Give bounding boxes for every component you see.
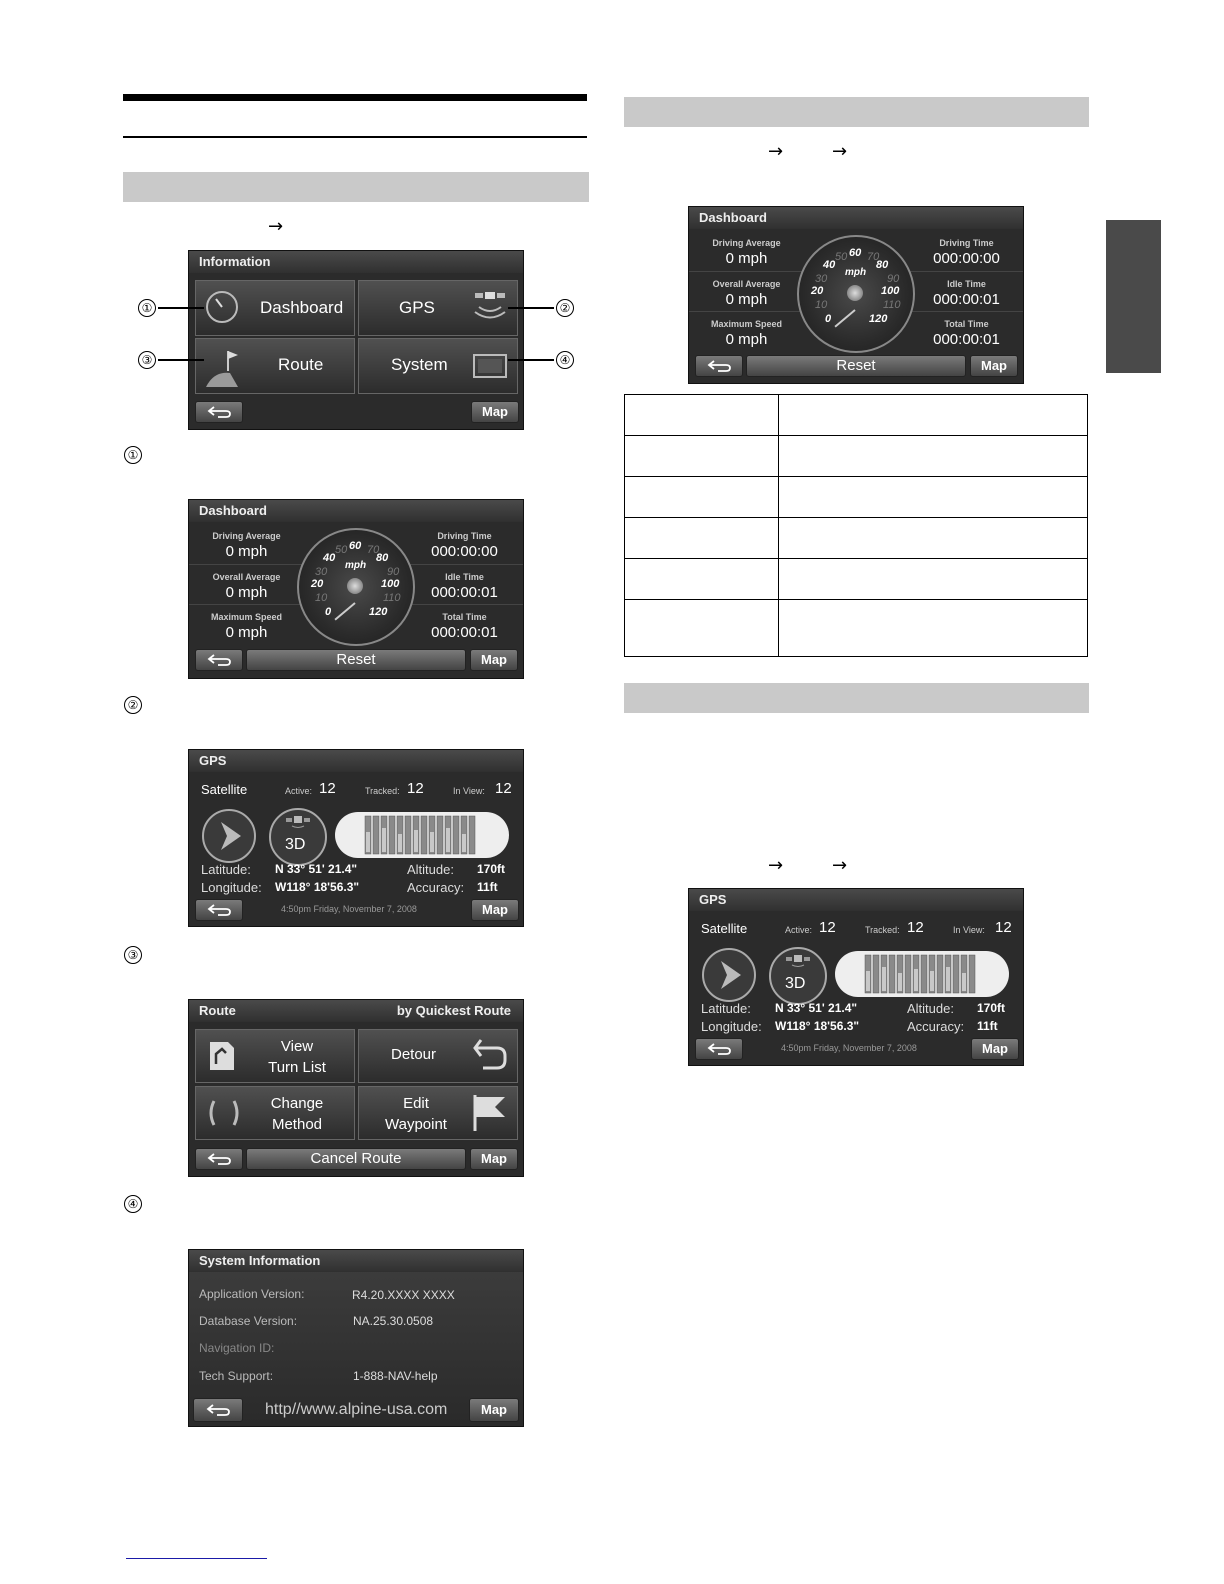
detour-button[interactable] [358, 1029, 518, 1083]
driving-average-label: Driving Average [712, 238, 781, 248]
map-button[interactable]: Map [469, 1398, 519, 1422]
gps-screen-right [688, 888, 1024, 1066]
change-method-button[interactable] [195, 1086, 355, 1140]
dashboard-label: Dashboard [260, 298, 344, 317]
database-version-label: Database Version: [199, 1314, 298, 1328]
gauge-40: 40 [823, 259, 836, 271]
gauge-30: 30 [815, 273, 828, 285]
table-row [625, 395, 1088, 436]
maximum-speed-value: 0 mph [225, 624, 268, 641]
signal-strength-bars [835, 951, 1009, 997]
gps-tile[interactable] [358, 280, 518, 336]
gauge-unit: mph [345, 560, 367, 571]
gauge-110: 110 [883, 299, 901, 311]
satellite-icon [286, 816, 310, 828]
back-button[interactable] [193, 1398, 243, 1422]
inview-value: 12 [995, 919, 1012, 936]
gauge-30: 30 [315, 566, 328, 578]
gauge-20: 20 [311, 578, 324, 590]
callout-4-leader [508, 359, 554, 361]
signal-bars-graphic [835, 951, 1009, 997]
gauge-90: 90 [887, 273, 900, 285]
gps-screen [188, 749, 524, 927]
refresh-icon [206, 1097, 242, 1129]
idle-time-value: 000:00:01 [431, 584, 498, 601]
active-value: 12 [819, 919, 836, 936]
gauge-110: 110 [383, 592, 401, 604]
longitude-value: W118° 18'56.3" [775, 1019, 860, 1033]
back-button[interactable] [195, 899, 243, 921]
speedometer-gauge [297, 528, 415, 646]
idle-time-value: 000:00:01 [933, 291, 1000, 308]
accuracy-value: 11ft [477, 880, 498, 894]
screen-title: Dashboard [189, 500, 523, 522]
speedometer-gauge [797, 235, 915, 353]
back-button[interactable] [195, 401, 243, 423]
route-flag-icon [204, 347, 244, 387]
gps-label: GPS [399, 298, 435, 317]
system-tile[interactable] [358, 338, 518, 394]
map-button[interactable]: Map [471, 401, 519, 423]
menu-path-arrow: → [268, 216, 284, 237]
signal-bars-graphic [335, 812, 509, 858]
back-arrow-icon [706, 1042, 732, 1056]
screen-title: GPS [189, 750, 523, 772]
gauge-hub [847, 285, 863, 301]
table-row [625, 600, 1088, 657]
menu-path-arrow-1: → [768, 141, 784, 162]
navigation-id-label: Navigation ID: [199, 1341, 275, 1355]
website-url: http//www.alpine-usa.com [265, 1401, 448, 1418]
gauge-60: 60 [849, 247, 862, 259]
active-label: Active: [285, 786, 313, 796]
timestamp: 4:50pm Friday, November 7, 2008 [781, 1043, 917, 1053]
map-button[interactable]: Map [470, 1148, 518, 1170]
dashboard-tile[interactable] [195, 280, 355, 336]
back-arrow-icon [206, 1152, 232, 1166]
view-turn-list-label: View Turn List [268, 1038, 326, 1076]
flag-icon [471, 1093, 509, 1133]
change-method-label: Change Method [270, 1095, 324, 1133]
footer-link-underline [126, 1558, 267, 1559]
overall-average-value: 0 mph [225, 584, 268, 601]
total-time-label: Total Time [442, 612, 487, 622]
tech-support-label: Tech Support: [199, 1369, 274, 1383]
altitude-value: 170ft [977, 1001, 1006, 1015]
view-turn-list-button[interactable] [195, 1029, 355, 1083]
compass-icon [701, 947, 757, 1003]
callout-2: ② [556, 299, 574, 317]
driving-time-value: 000:00:00 [933, 250, 1000, 267]
table-row [625, 436, 1088, 477]
marker-1: ① [124, 446, 142, 464]
screen-title: Dashboard [689, 207, 1023, 229]
maximum-speed-value: 0 mph [725, 331, 768, 348]
menu-path-arrow-3: → [768, 855, 784, 876]
signal-strength-bars [335, 812, 509, 858]
maximum-speed-label: Maximum Speed [710, 319, 783, 329]
section-bar-gps [624, 683, 1089, 713]
monitor-icon [473, 354, 507, 378]
heading-rule-thin [123, 136, 587, 138]
dashboard-screen-right [688, 206, 1024, 384]
latitude-value: N 33° 51' 21.4" [775, 1001, 858, 1015]
active-label: Active: [785, 925, 813, 935]
gauge-0: 0 [825, 313, 832, 325]
callout-4: ④ [556, 351, 574, 369]
gauge-70: 70 [367, 544, 380, 556]
edit-waypoint-button[interactable] [358, 1086, 518, 1140]
tracked-label: Tracked: [365, 786, 400, 796]
overall-average-label: Overall Average [712, 279, 781, 289]
altitude-label: Altitude: [407, 862, 454, 877]
marker-2: ② [124, 696, 142, 714]
callout-1-leader [158, 307, 204, 309]
turn-list-icon [208, 1040, 236, 1072]
marker-4: ④ [124, 1195, 142, 1213]
longitude-label: Longitude: [201, 880, 262, 895]
total-time-value: 000:00:01 [431, 624, 498, 641]
gauge-120: 120 [369, 606, 388, 618]
screen-title: GPS [689, 889, 1023, 911]
accuracy-value: 11ft [977, 1019, 998, 1033]
system-label: System [391, 355, 448, 374]
maximum-speed-label: Maximum Speed [210, 612, 283, 622]
callout-3: ③ [138, 351, 156, 369]
gauge-80: 80 [876, 259, 889, 271]
map-button[interactable]: Map [470, 649, 518, 671]
speedometer-icon [205, 290, 239, 324]
back-button[interactable] [195, 649, 243, 671]
satellite-icon [471, 291, 509, 325]
gauge-needle [834, 309, 855, 327]
idle-time-label: Idle Time [445, 572, 484, 582]
route-tile[interactable] [195, 338, 355, 394]
active-value: 12 [319, 780, 336, 797]
map-button[interactable]: Map [970, 355, 1018, 377]
overall-average-value: 0 mph [725, 291, 768, 308]
gauge-0: 0 [325, 606, 332, 618]
tracked-label: Tracked: [865, 925, 900, 935]
gauge-80: 80 [376, 552, 389, 564]
back-arrow-icon [706, 359, 732, 373]
map-button[interactable]: Map [971, 1038, 1019, 1060]
tech-support-value: 1-888-NAV-help [353, 1369, 438, 1383]
satellite-icon [786, 955, 810, 967]
accuracy-label: Accuracy: [407, 880, 465, 895]
screen-title: Information [189, 251, 523, 273]
gauge-50: 50 [835, 251, 848, 263]
back-arrow-icon [206, 653, 232, 667]
back-arrow-icon [205, 1403, 231, 1417]
satellite-label: Satellite [201, 782, 248, 797]
timestamp: 4:50pm Friday, November 7, 2008 [281, 904, 417, 914]
back-button[interactable] [695, 355, 743, 377]
gauge-60: 60 [349, 540, 362, 552]
total-time-label: Total Time [944, 319, 989, 329]
gauge-120: 120 [869, 313, 888, 325]
edit-waypoint-label: Edit Waypoint [385, 1095, 447, 1133]
menu-path-arrow-2: → [832, 141, 848, 162]
mode-3d-indicator [269, 808, 327, 866]
longitude-label: Longitude: [701, 1019, 762, 1034]
menu-path-arrow-4: → [832, 855, 848, 876]
driving-time-label: Driving Time [939, 238, 994, 248]
gauge-20: 20 [811, 285, 824, 297]
cancel-route-button[interactable]: Cancel Route [246, 1148, 466, 1170]
back-arrow-icon [206, 405, 232, 419]
gauge-100: 100 [381, 578, 400, 590]
driving-average-value: 0 mph [225, 543, 268, 560]
gauge-50: 50 [335, 544, 348, 556]
gauge-10: 10 [815, 299, 828, 311]
table-row [625, 559, 1088, 600]
gauge-10: 10 [315, 592, 328, 604]
inview-label: In View: [953, 925, 985, 935]
gauge-needle [334, 602, 355, 620]
altitude-value: 170ft [477, 862, 506, 876]
inview-label: In View: [453, 786, 485, 796]
idle-time-label: Idle Time [947, 279, 986, 289]
route-subtitle: by Quickest Route [396, 1003, 511, 1018]
total-time-value: 000:00:01 [933, 331, 1000, 348]
callout-3-leader [158, 359, 204, 361]
mode-3d-indicator [769, 947, 827, 1005]
section-bar-information [123, 172, 589, 202]
gauge-90: 90 [387, 566, 400, 578]
gauge-100: 100 [881, 285, 900, 297]
screen-title [189, 1000, 523, 1022]
gauge-70: 70 [867, 251, 880, 263]
gauge-hub [347, 578, 363, 594]
callout-2-leader [508, 307, 554, 309]
altitude-label: Altitude: [907, 1001, 954, 1016]
marker-3: ③ [124, 946, 142, 964]
table-row [625, 518, 1088, 559]
latitude-value: N 33° 51' 21.4" [275, 862, 358, 876]
longitude-value: W118° 18'56.3" [275, 880, 360, 894]
heading-rule-thick [123, 94, 587, 101]
reset-button[interactable]: Reset [746, 355, 966, 377]
section-bar-dashboard [624, 97, 1089, 127]
table-row [625, 477, 1088, 518]
route-screen [188, 999, 524, 1177]
gauge-unit: mph [845, 267, 867, 278]
tracked-value: 12 [407, 780, 424, 797]
dashboard-screen [188, 499, 524, 679]
database-version-value: NA.25.30.0508 [353, 1314, 434, 1328]
mode-3d-label: 3D [285, 836, 306, 853]
mode-3d-label: 3D [785, 975, 806, 992]
tracked-value: 12 [907, 919, 924, 936]
screen-title: System Information [189, 1250, 523, 1272]
latitude-label: Latitude: [701, 1001, 751, 1016]
back-arrow-icon [206, 903, 232, 917]
system-information-screen [188, 1249, 524, 1427]
driving-time-value: 000:00:00 [431, 543, 498, 560]
satellite-label: Satellite [701, 921, 748, 936]
driving-average-value: 0 mph [725, 250, 768, 267]
map-button[interactable]: Map [471, 899, 519, 921]
inview-value: 12 [495, 780, 512, 797]
detour-arrow-icon [471, 1038, 509, 1074]
route-title: Route [199, 1003, 236, 1018]
chapter-side-tab [1106, 220, 1161, 373]
latitude-label: Latitude: [201, 862, 251, 877]
application-version-value: R4.20.XXXX XXXX [352, 1288, 455, 1302]
reset-button[interactable]: Reset [246, 649, 466, 671]
back-button[interactable] [195, 1148, 243, 1170]
overall-average-label: Overall Average [212, 572, 281, 582]
detour-label: Detour [391, 1046, 437, 1063]
compass-icon [201, 808, 257, 864]
back-button[interactable] [695, 1038, 743, 1060]
route-label: Route [278, 355, 324, 374]
accuracy-label: Accuracy: [907, 1019, 965, 1034]
driving-average-label: Driving Average [212, 531, 281, 541]
dashboard-description-table [624, 394, 1088, 657]
gauge-40: 40 [323, 552, 336, 564]
callout-1: ① [138, 299, 156, 317]
driving-time-label: Driving Time [437, 531, 492, 541]
application-version-label: Application Version: [199, 1287, 305, 1301]
information-screen [188, 250, 524, 430]
